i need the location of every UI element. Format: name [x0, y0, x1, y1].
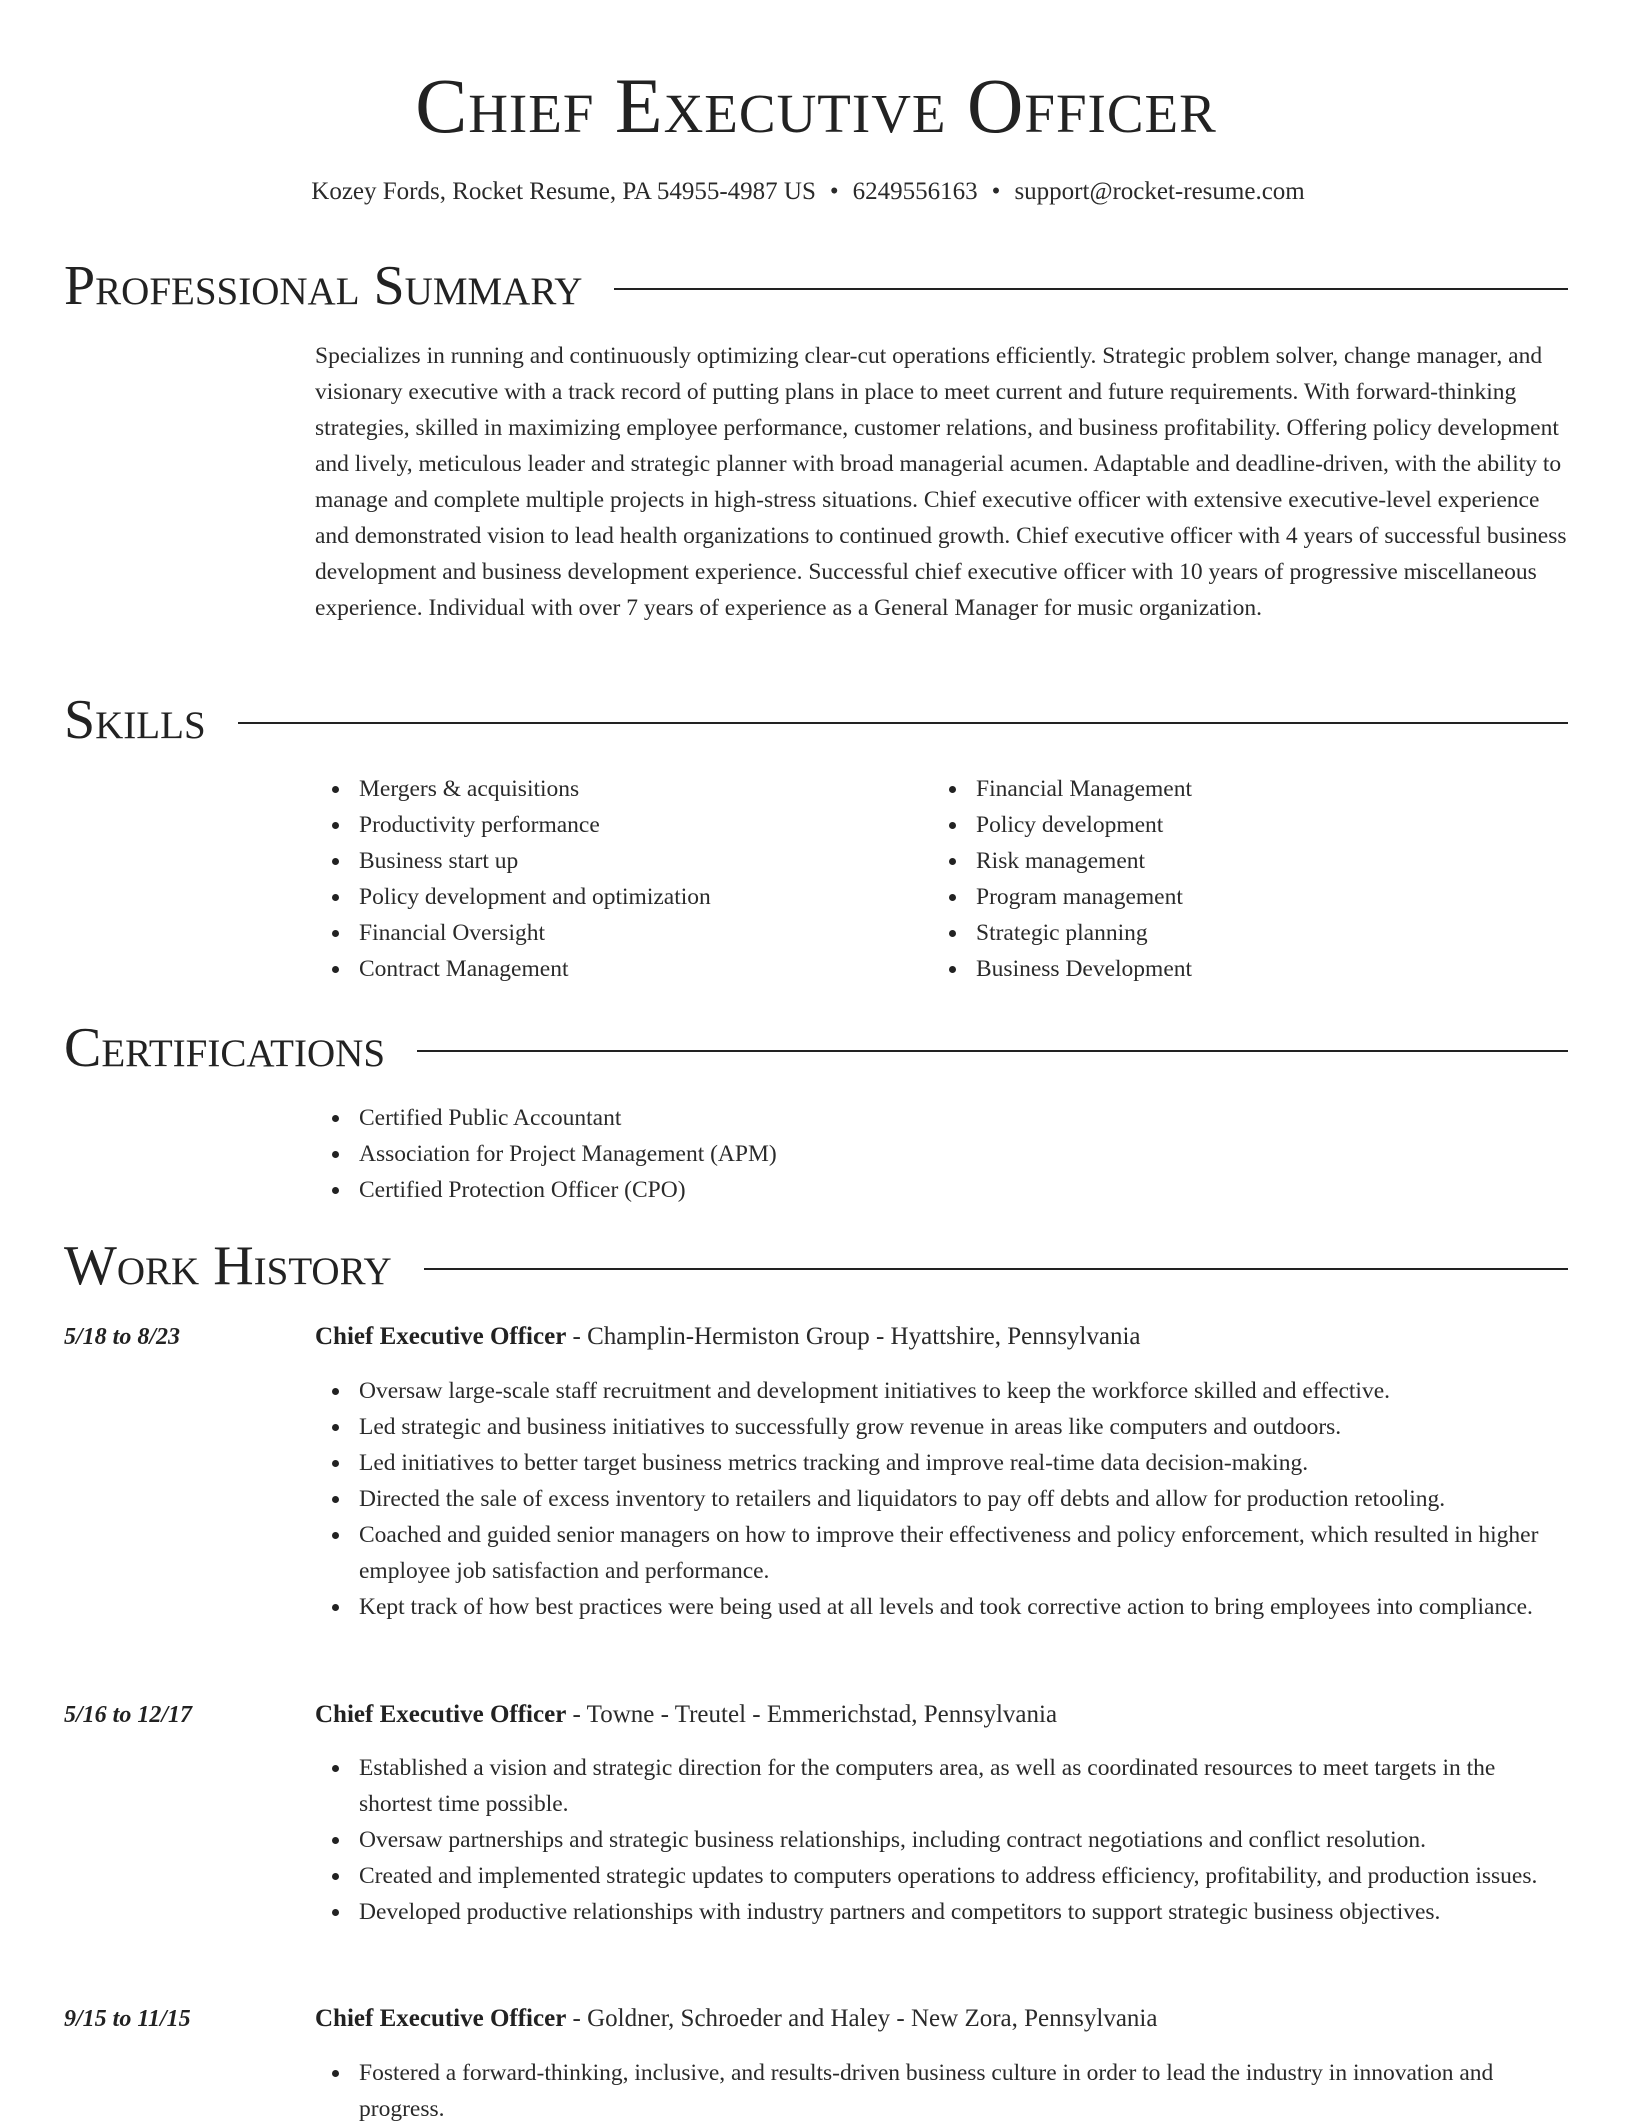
job-bullets [315, 1373, 1568, 1625]
resume-name: Chief Executive Officer [415, 62, 1217, 149]
job-title-line [315, 2001, 1568, 2037]
skills-list-left [315, 771, 919, 987]
job-bullets [315, 2055, 1568, 2127]
skill-item: Risk management [976, 843, 1576, 879]
section-divider [417, 1050, 1568, 1052]
job-title: Chief Executive Officer [315, 2005, 567, 2032]
skill-item: Mergers & acquisitions [359, 771, 919, 807]
contact-separator: • [991, 178, 1001, 205]
work-history-heading: Work History [64, 1235, 392, 1297]
job-title-line [315, 1697, 1568, 1733]
contact-address: Kozey Fords, Rocket Resume, PA 54955-4987 US [311, 178, 816, 205]
work-history-section-header [64, 1234, 1568, 1298]
job-details: - Champlin-Hermiston Group - Hyattshire, Pennsylvania [566, 1323, 1141, 1350]
job-bullet: Led initiatives to better target business metrics tracking and improve real-time data decision-making. [359, 1445, 1568, 1481]
skill-item: Financial Management [976, 771, 1576, 807]
skill-item: Strategic planning [976, 915, 1576, 951]
job-bullet: Fostered a forward-thinking, inclusive, and results-driven business culture in order to lead the industry in innovation and progress. [359, 2055, 1568, 2127]
section-divider [424, 1268, 1568, 1270]
contact-phone: 6249556163 [852, 178, 978, 205]
job-title: Chief Executive Officer [315, 1701, 567, 1728]
job-bullet: Led strategic and business initiatives to successfully grow revenue in areas like computers and outdoors. [359, 1409, 1568, 1445]
certifications-list [315, 1100, 1568, 1208]
certification-item: Certified Public Accountant [359, 1100, 1568, 1136]
job-bullet: Created and implemented strategic updates to computers operations to address efficiency, profitability, and production issues. [359, 1858, 1568, 1894]
section-divider [238, 722, 1568, 724]
contact-email: support@rocket-resume.com [1014, 178, 1305, 205]
summary-section-header [64, 254, 1568, 318]
job-details: - Towne - Treutel - Emmerichstad, Pennsylvania [566, 1701, 1058, 1728]
job-bullet: Developed productive relationships with industry partners and competitors to support strategic business objectives. [359, 1894, 1568, 1930]
skill-item: Business Development [976, 951, 1576, 987]
skills-heading: Skills [64, 689, 206, 751]
job-bullet: Directed the sale of excess inventory to retailers and liquidators to pay off debts and allow for production retooling. [359, 1481, 1568, 1517]
job-bullet: Kept track of how best practices were being used at all levels and took corrective action to bring employees into compliance. [359, 1589, 1568, 1625]
summary-heading: Professional Summary [64, 255, 583, 317]
skills-list-right [932, 771, 1576, 987]
job-bullets [315, 1750, 1568, 1930]
job-title: Chief Executive Officer [315, 1323, 567, 1350]
job-dates: 5/16 to 12/17 [64, 1702, 193, 1728]
skill-item: Business start up [359, 843, 919, 879]
job-dates: 9/15 to 11/15 [64, 2006, 191, 2032]
section-divider [614, 288, 1568, 290]
job-bullet: Oversaw large-scale staff recruitment and development initiatives to keep the workforce skilled and effective. [359, 1373, 1568, 1409]
skill-item: Policy development [976, 807, 1576, 843]
contact-line [0, 172, 1616, 212]
job-bullet: Oversaw partnerships and strategic business relationships, including contract negotiations and conflict resolution. [359, 1822, 1568, 1858]
certifications-heading: Certifications [64, 1017, 386, 1079]
summary-text: Specializes in running and continuously optimizing clear-cut operations efficiently. Strategic problem solver, change manager, and visionary executive with a track record of putting plans in place to meet current and future requirements. With forward-thinking strategies, skilled in maximizing employee performance, customer relations, and business profitability. Offering policy development and lively, meticulous leader and strategic planner with broad managerial acumen. Adaptable and deadline-driven, with the ability to manage and complete multiple projects in high-stress situations. Chief executive officer with extensive executive-level experience and demonstrated vision to lead health organizations to continued growth. Chief executive officer with 4 years of successful business development and business development experience. Successful chief executive officer with 10 years of progressive miscellaneous experience. Individual with over 7 years of experience as a General Manager for music organization. [315, 343, 1567, 621]
skill-item: Program management [976, 879, 1576, 915]
skill-item: Policy development and optimization [359, 879, 919, 915]
skill-item: Contract Management [359, 951, 919, 987]
job-bullet: Coached and guided senior managers on how to improve their effectiveness and policy enforcement, which resulted in higher employee job satisfaction and performance. [359, 1517, 1568, 1589]
skills-section-header [64, 688, 1568, 752]
skill-item: Financial Oversight [359, 915, 919, 951]
certifications-section-header [64, 1016, 1568, 1080]
certification-item: Association for Project Management (APM) [359, 1136, 1568, 1172]
skill-item: Productivity performance [359, 807, 919, 843]
job-title-line [315, 1319, 1568, 1355]
job-bullet: Established a vision and strategic direction for the computers area, as well as coordinated resources to meet targets in the shortest time possible. [359, 1750, 1568, 1822]
job-details: - Goldner, Schroeder and Haley - New Zora, Pennsylvania [566, 2005, 1158, 2032]
contact-separator: • [829, 178, 839, 205]
certification-item: Certified Protection Officer (CPO) [359, 1172, 1568, 1208]
job-dates: 5/18 to 8/23 [64, 1324, 181, 1350]
